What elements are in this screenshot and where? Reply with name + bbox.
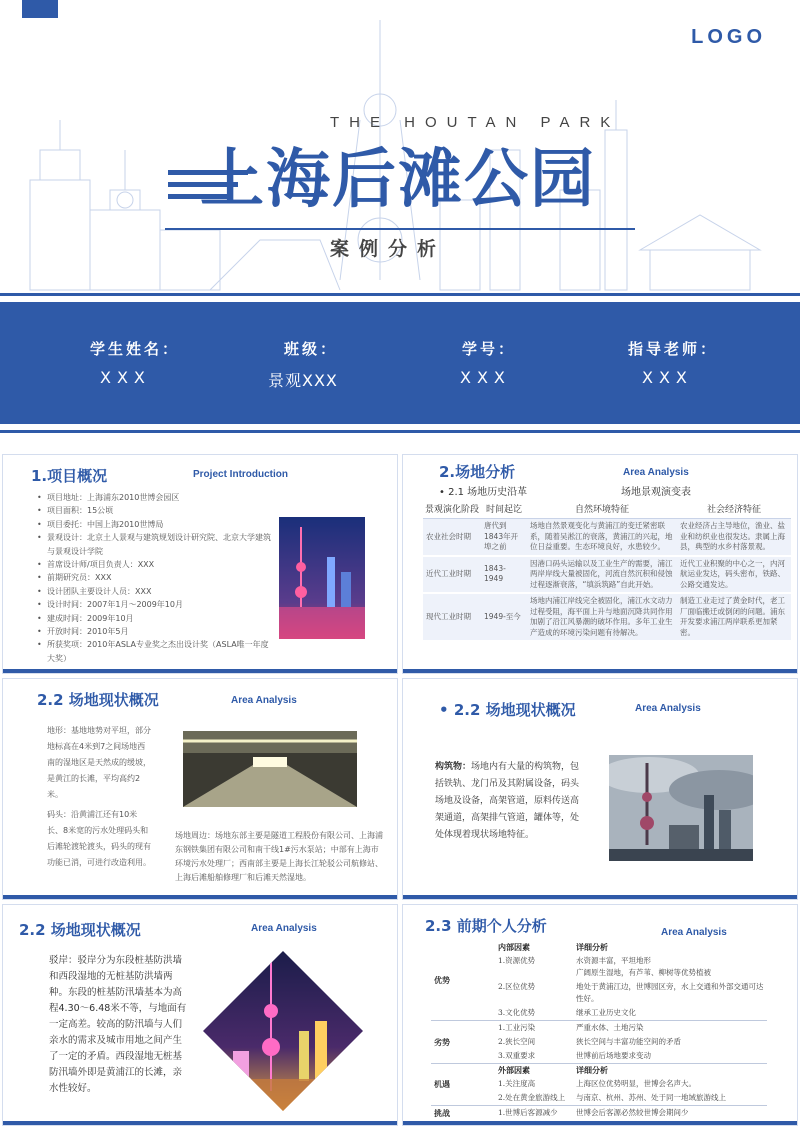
- logo-text: LOGO: [691, 26, 766, 48]
- table-cell: 近代工业时期: [423, 556, 481, 594]
- title-underline: [165, 228, 635, 230]
- slide-title: 2.场地分析: [439, 463, 516, 481]
- table-row: [431, 1064, 767, 1078]
- diamond-night-photo: [203, 951, 363, 1111]
- table-cell: 1843-1949: [481, 556, 527, 594]
- slide-title: 2.2 场地现状概况: [37, 691, 159, 709]
- slide-bottom-bar: [3, 895, 397, 899]
- table-cell: 2.狭长空间: [498, 1037, 536, 1046]
- list-item: • 设计时间：2007年1月～2009年10月: [37, 598, 275, 611]
- section-subtitle: • 2.1 场地历史沿革: [439, 487, 528, 498]
- case-analysis-label: 案例分析: [330, 238, 447, 260]
- list-item: • 景观设计：北京土人景观与建筑规划设计研究院、北京大学建筑与景观设计学院: [37, 531, 275, 558]
- table-cell: 场地自然景观变化与黄浦江的变迁紧密联系，随着吴淞江的衰落，黄浦江的兴起，地位日益重要。生态环境良好，水患较少。: [527, 519, 677, 556]
- slide-site-status-structures: [402, 678, 798, 900]
- list-item: • 首席设计师/项目负责人：XXX: [37, 558, 275, 571]
- slide-site-history: [402, 454, 798, 674]
- table-cell: 现代工业时期: [423, 593, 481, 641]
- list-item: • 建成时间：2009年10月: [37, 612, 275, 625]
- table-cell: 世博会后客源必然较世博会期间少: [573, 1106, 767, 1121]
- terrain-text: 地形：基地地势对平坦，部分地标高在4米到7之间场地西南的湿地区是天然成的缓坡，是黄江的长滩，平均高约2米。: [47, 726, 151, 799]
- list-item: • 项目委托：中国上海2010世博局: [37, 518, 275, 531]
- table-header-cell: 社会经济特征: [677, 499, 791, 519]
- slide-swot-analysis: [402, 904, 798, 1126]
- slide-title-en: Area Analysis: [231, 695, 297, 706]
- table-cell: 世博前后场地要求变动: [576, 1051, 651, 1060]
- slide-title-en: Area Analysis: [623, 467, 689, 478]
- table-cell: 场地内浦江岸线完全被固化，浦江水文动力过程受阻，海平面上升与地面沉降共同作用加剧了沿江风暴潮的破坏作用。多年工业生产造成的环境污染问题有待解决。: [527, 593, 677, 641]
- table-cell: 近代工业积聚的中心之一，内河航运业发达，码头密布，铁路、公路交通发达。: [677, 556, 791, 594]
- table-cell: 因港口码头运输以及工业生产的需要，浦江两岸岸线大量被固化，河流自然沉积和侵蚀过程逐渐衰落，“填浜筑路”自此开始。: [527, 556, 677, 594]
- english-subtitle: THE HOUTAN PARK: [330, 114, 621, 131]
- slide-title: • 2.2 场地现状概况: [439, 701, 576, 719]
- table-cell: 详细分析: [573, 1064, 767, 1078]
- swot-group-label: 优势: [434, 975, 450, 985]
- list-item: • 开放时间：2010年5月: [37, 625, 275, 638]
- slide-bottom-bar: [403, 1121, 797, 1125]
- slide-site-status-embankment: [2, 904, 398, 1126]
- project-info-list: [37, 491, 275, 665]
- cover-slide: [0, 0, 800, 450]
- slide-title: 2.3 前期个人分析: [425, 917, 547, 935]
- advisor-label: 指导老师：: [628, 340, 719, 358]
- swot-group-label: 挑战: [431, 1106, 495, 1121]
- table-cell: 地处于黄浦江边，世博园区旁，水上交通和外部交通可达性好。: [576, 982, 764, 1003]
- list-item: • 前期研究员：XXX: [37, 571, 275, 584]
- slide-bottom-bar: [403, 895, 797, 899]
- embankment-text: 驳岸：驳岸分为东段桩基防洪墙和西段湿地的无桩基防洪墙两种。东段的桩基防汛墙基本为高程4.30～6.48米不等，与地面有一定高差。较高的防汛墙与人们亲水的需求及城市用地之间产生了一定的矛盾。西段湿地无桩基防汛墙外即是黄浦江的长滩，亲水性较好。: [49, 955, 187, 1094]
- table-row: [423, 519, 791, 556]
- list-item: • 所获奖项：2010年ASLA专业奖之杰出设计奖（ASLA唯一年度大奖）: [37, 638, 275, 665]
- table-cell: 上海区位优势明显，世博会名声大。: [576, 1079, 696, 1088]
- swot-group-label: 劣势: [431, 1021, 495, 1064]
- table-cell: 内部因素: [498, 942, 530, 952]
- table-cell: 制造工业走过了黄金时代，老工厂面临搬迁或倒闭的问题。浦东开发要求浦江两岸联系更加紧密。: [677, 593, 791, 641]
- slide-title: 2.2 场地现状概况: [19, 921, 141, 939]
- table-cell: 1.工业污染: [495, 1021, 573, 1036]
- table-cell: 3.双重要求: [498, 1051, 536, 1060]
- table-row: [431, 1106, 767, 1121]
- structures-text: [435, 759, 585, 844]
- slide-bottom-bar: [403, 669, 797, 673]
- list-item: • 项目面积：15公顷: [37, 504, 275, 517]
- table-header-cell: 自然环境特征: [527, 499, 677, 519]
- surroundings-text: 场地周边：场地东部主要是隧道工程股份有限公司、上海浦东钢铁集团有限公司和南干线1#污水泵站；中部有上海市环境污水处理厂；西南部主要是上海长江轮驳公司航修站、上海后滩船舶修理厂和后滩天然湿地。: [175, 831, 383, 882]
- structures-body: 场地内有大量的构筑物，包括铁轨、龙门吊及其附属设备，码头场地及设备，高架管道，原料传送高架通道，高架排气管道，罐体等，处处体现着现状场地特征。: [435, 762, 580, 840]
- table-cell: 农业社会时期: [423, 519, 481, 556]
- swot-group-label: 机遇: [431, 1064, 495, 1106]
- table-cell: 唐代到1843年开埠之前: [481, 519, 527, 556]
- list-item: • 设计团队主要设计人员：XXX: [37, 585, 275, 598]
- band-bottom-line: [0, 430, 800, 433]
- slide-bottom-bar: [3, 1121, 397, 1125]
- table-cell: 2.处在黄金旅游线上: [498, 1093, 566, 1102]
- swot-table: [431, 941, 767, 1120]
- table-cell: 1.世博后客源减少: [495, 1106, 573, 1121]
- table-row: [423, 593, 791, 641]
- table-cell: 外部因素: [495, 1064, 573, 1078]
- advisor-value: XXX: [642, 368, 693, 387]
- slide-bottom-bar: [3, 669, 397, 673]
- slide-title-text: 2.2 场地现状概况: [453, 701, 576, 719]
- list-item: • 项目地址：上海浦东2010世博会园区: [37, 491, 275, 504]
- student-name-value: XXX: [100, 368, 151, 387]
- table-cell: 水资源丰富，平坦地形 广阔原生湿地，有芦苇、柳树等优势植被: [576, 956, 711, 977]
- history-table: [423, 499, 791, 642]
- table-row: [431, 941, 767, 954]
- main-title: 上海后滩公园: [200, 143, 596, 217]
- slide-project-introduction: [2, 454, 398, 674]
- table-cell: 与南京、杭州、苏州、处于同一地域旅游线上: [576, 1093, 726, 1102]
- class-value: 景观XXX: [268, 371, 338, 390]
- slide-site-status-terrain: [2, 678, 398, 900]
- table-cell: 1.关注度高: [498, 1079, 536, 1088]
- student-name-label: 学生姓名：: [90, 340, 181, 358]
- table-cell: 3.文化优势: [498, 1008, 536, 1017]
- class-label: 班级：: [284, 340, 339, 358]
- structures-label: 构筑物：: [435, 762, 472, 772]
- table-cell: 1.资源优势: [498, 956, 536, 965]
- table-cell: 1949-至今: [481, 593, 527, 641]
- table-row: [431, 1021, 767, 1036]
- slide-title: 1.项目概况: [31, 467, 108, 485]
- table-row: [423, 556, 791, 594]
- student-id-value: XXX: [460, 368, 511, 387]
- dock-text: 码头：沿黄浦江还有10米长、8米宽的污水处理码头和后滩轮渡轮渡头，码头的现有功能已消，可进行改造利用。: [47, 810, 151, 867]
- table-cell: 狭长空间与丰富功能空间的矛盾: [576, 1037, 681, 1046]
- band-top-line: [0, 293, 800, 296]
- table-cell: 继承工业历史文化: [576, 1008, 636, 1017]
- table-cell: 农业经济占主导地位，渔业、盐业和纺织业也很发达。隶属上海县，典型的水乡村落景观。: [677, 519, 791, 556]
- slide-title-en: Area Analysis: [635, 703, 701, 714]
- slide-title-en: Area Analysis: [251, 923, 317, 934]
- table-caption: 场地景观演变表: [621, 487, 691, 498]
- table-cell: 2.区位优势: [498, 982, 536, 991]
- section-subtitle-text: 2.1 场地历史沿革: [448, 487, 528, 498]
- student-info-band: [0, 302, 800, 424]
- tunnel-photo: [183, 731, 357, 807]
- student-id-label: 学号：: [462, 340, 517, 358]
- table-header-row: [423, 499, 791, 519]
- slide-title-en: Area Analysis: [661, 927, 727, 938]
- table-cell: 详细分析: [576, 942, 608, 952]
- night-skyline-photo: [279, 517, 365, 639]
- table-cell: 严重水体、土地污染: [573, 1021, 767, 1036]
- slide-title-en: Project Introduction: [193, 469, 288, 480]
- pearl-tower-photo: [609, 755, 753, 861]
- table-header-cell: 景观演化阶段: [423, 499, 481, 519]
- table-header-cell: 时间起讫: [481, 499, 527, 519]
